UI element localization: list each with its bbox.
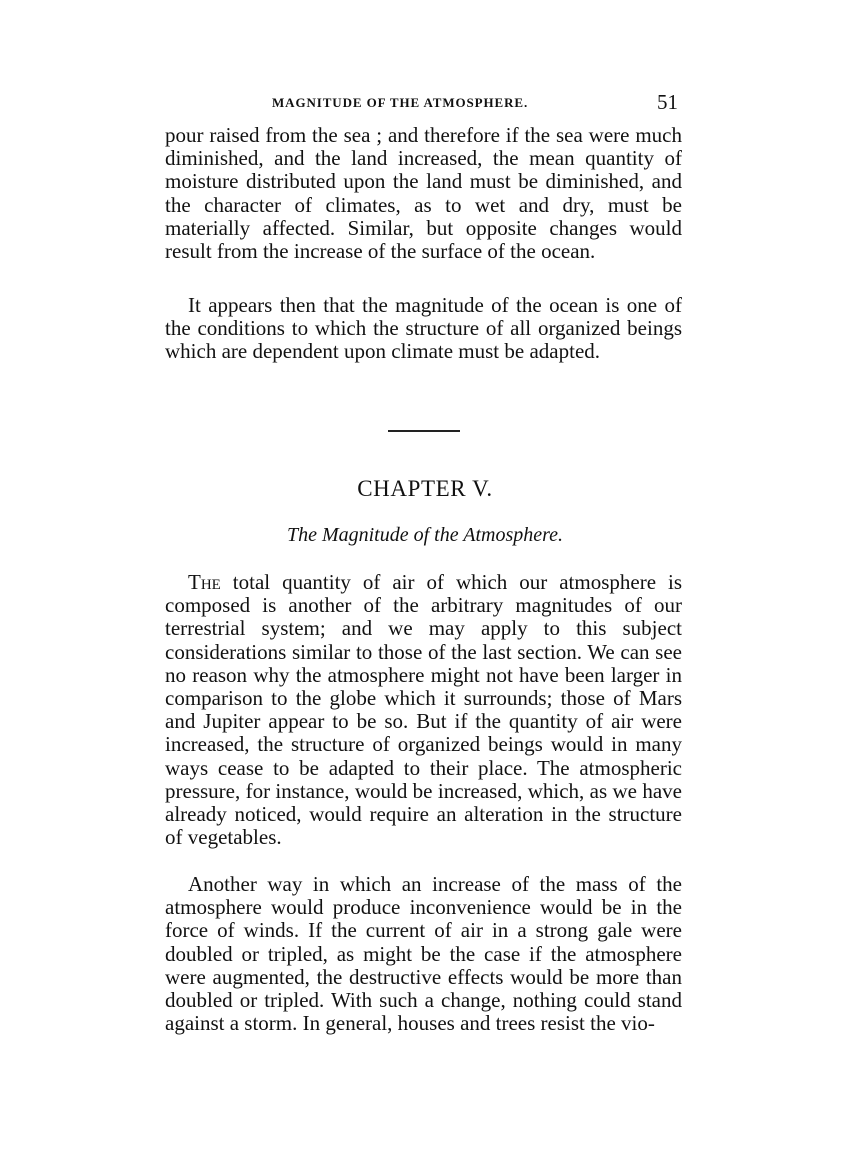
chapter-title: The Magnitude of the Atmosphere. [286, 524, 564, 546]
paragraph-body: total quantity of air of which our atmosphere is composed is another of the arbitrary magnitudes of our terrestrial system; and we may apply to this subject considerations similar to those of the last section. We can see no reason why the atmosphere might not have been larger in comparison to the globe which it surrounds; those of Mars and Jupiter appear to be so. But if the quantity of air were increased, the structure of organized beings would in many ways cease to be adapted to their place. The atmospheric pressure, for instance, would be increased, which, as we have already noticed, would require an alteration in the structure of vegetables. [165, 570, 682, 850]
running-header [272, 92, 684, 114]
section-divider-rule [388, 430, 460, 432]
running-title: MAGNITUDE OF THE ATMOSPHERE. [272, 95, 529, 110]
paragraph-ocean-conclusion: It appears then that the magnitude of the ocean is one of the conditions to which the structure of all organized beings which are dependent upon climate must be adapted. [165, 293, 682, 364]
paragraph-continuation: pour raised from the sea ; and therefore if the sea were much diminished, and the land increased, the mean quantity of moisture distributed upon the land must be diminished, and the character of climates, as to wet and dry, must be materially affected. Similar, but opposite changes would result from the increase of the surface of the ocean. [165, 123, 682, 264]
lead-word: The [188, 570, 221, 594]
paragraph-atmosphere-quantity [165, 571, 682, 849]
page-number: 51 [657, 90, 678, 114]
paragraph-winds: Another way in which an increase of the mass of the atmosphere would produce inconvenience would be in the force of winds. If the current of air in a strong gale were doubled or tripled, as might be the case if the atmosphere were augmented, the destructive effects would be more than doubled or tripled. With such a change, nothing could stand against a storm. In general, houses and trees resist the vio- [165, 872, 682, 1036]
chapter-heading: CHAPTER V. [357, 476, 493, 501]
